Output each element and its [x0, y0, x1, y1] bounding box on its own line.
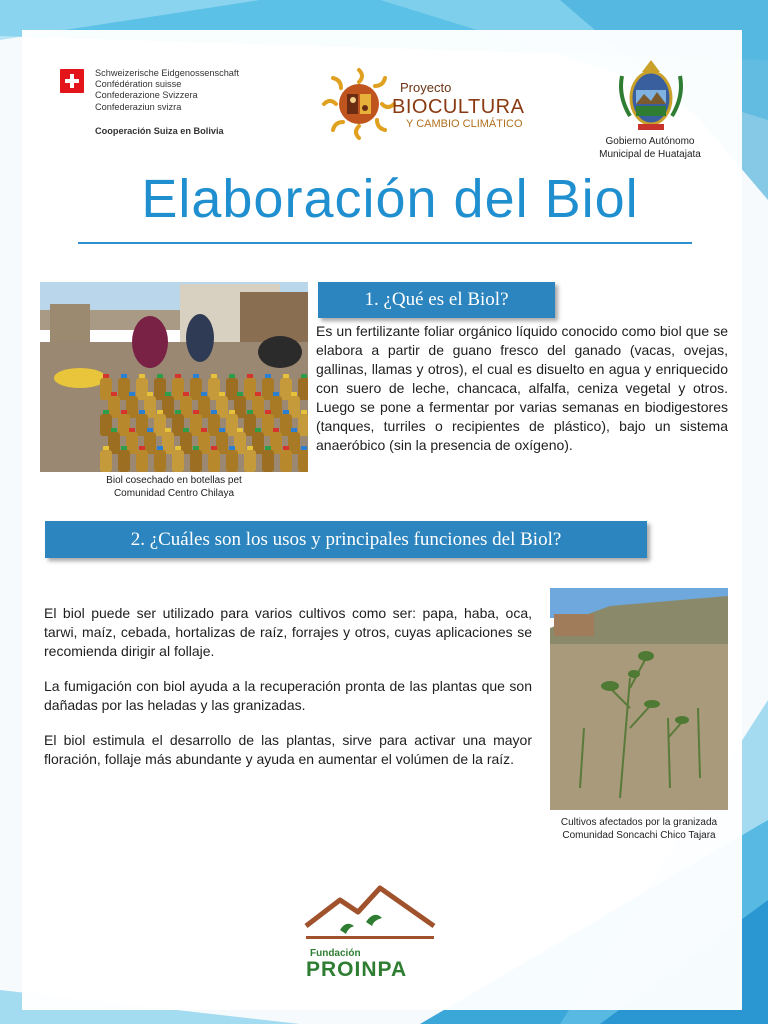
municipal-government-name: [580, 136, 720, 161]
bottle-cap: [229, 410, 235, 414]
proinpa-name: PROINPA: [306, 958, 408, 981]
sun-emblem-icon: [320, 66, 398, 142]
section2-paragraph: La fumigación con biol ayuda a la recuperación pronta de las plantas que son dañadas por las heladas y las granizadas.: [44, 678, 532, 713]
photo1-caption: [40, 474, 308, 500]
bottle-cap: [247, 410, 253, 414]
bottle-cap: [301, 446, 307, 450]
section1-heading-box: [318, 282, 555, 318]
section2-paragraph: El biol puede ser utilizado para varios cultivos como ser: papa, haba, oca, tarwi, maíz, cebada, hortalizas de raíz, forrajes y otros, cuyas aplicaciones se recomienda dirigir al follaje.: [44, 605, 532, 659]
page-title: Elaboración del Biol: [141, 169, 639, 229]
bottle-cap: [103, 374, 109, 378]
bottle-cap: [139, 446, 145, 450]
bottle-cap: [157, 446, 163, 450]
bottle-cap: [301, 374, 307, 378]
bottle-cap: [237, 392, 243, 396]
bottle: [226, 450, 238, 472]
bottle-cap: [211, 374, 217, 378]
coat-of-arms-icon: [618, 56, 684, 132]
bottle-cap: [165, 428, 171, 432]
bottle: [280, 450, 292, 472]
gam-line: Municipal de Huatajata: [599, 148, 701, 160]
bottle-cap: [157, 410, 163, 414]
section1-heading: 1. ¿Qué es el Biol?: [364, 289, 509, 310]
damaged-crops-photo: [550, 588, 728, 810]
bottle-cap: [183, 428, 189, 432]
bottle-cap: [121, 446, 127, 450]
bottle-cap: [139, 374, 145, 378]
caption-line: Comunidad Centro Chilaya: [113, 488, 235, 499]
section2-heading-box: [45, 521, 647, 558]
bottle-cap: [175, 374, 181, 378]
bottle-cap: [291, 428, 297, 432]
bottle-cap: [219, 392, 225, 396]
bottle-cap: [157, 374, 163, 378]
bottle-cap: [211, 410, 217, 414]
bottle: [136, 450, 148, 472]
bottle: [262, 450, 274, 472]
proinpa-logo: [300, 882, 440, 992]
bottle-cap: [247, 374, 253, 378]
bottle-cap: [265, 446, 271, 450]
bottle-cap: [265, 410, 271, 414]
bottle-cap: [273, 428, 279, 432]
bottle: [244, 450, 256, 472]
bottle-cap: [193, 446, 199, 450]
bottle-cap: [229, 374, 235, 378]
swiss-flag-icon: [60, 69, 84, 93]
bottle: [208, 450, 220, 472]
bottle-cap: [165, 392, 171, 396]
mountain-logo-icon: [300, 882, 440, 942]
bottle-cap: [111, 428, 117, 432]
bottle-cap: [129, 428, 135, 432]
bottle-cap: [283, 374, 289, 378]
bottle: [154, 450, 166, 472]
bottle: [190, 450, 202, 472]
bottle-cap: [283, 446, 289, 450]
bottle-cap: [111, 392, 117, 396]
caption-line: Cultivos afectados por la granizada: [560, 817, 718, 828]
bottle-cap: [255, 428, 261, 432]
bottle-cap: [193, 374, 199, 378]
bottle-cap: [175, 410, 181, 414]
biocultura-logo: [320, 66, 526, 142]
swiss-coop-label: Cooperación Suiza en Bolivia: [95, 126, 224, 136]
swiss-line: Schweizerische Eidgenossenschaft: [95, 68, 240, 78]
swiss-line: Confederaziun svizra: [95, 101, 182, 112]
bottle-cap: [147, 392, 153, 396]
bottle-cap: [229, 446, 235, 450]
bottle-cap: [219, 428, 225, 432]
bottle-cap: [273, 392, 279, 396]
bottle-cap: [139, 410, 145, 414]
biocultura-line3: Y CAMBIO CLIMÁTICO: [406, 118, 523, 130]
biocultura-line1: Proyecto: [400, 80, 452, 95]
bottle-cap: [121, 410, 127, 414]
section2-heading: 2. ¿Cuáles son los usos y principales funciones del Biol?: [130, 528, 562, 550]
bottle-cap: [129, 392, 135, 396]
swiss-confederation-names: [95, 68, 239, 113]
bottle: [100, 450, 112, 472]
bottle-cap: [291, 392, 297, 396]
biocultura-line2: BIOCULTURA: [392, 96, 525, 118]
bottle-cap: [147, 428, 153, 432]
bottle-cap: [265, 374, 271, 378]
bottle-cap: [255, 392, 261, 396]
gam-line: Gobierno Autónomo: [605, 136, 695, 147]
caption-line: Biol cosechado en botellas pet: [106, 475, 242, 486]
bottle-cap: [201, 428, 207, 432]
bottle-cap: [283, 410, 289, 414]
bottle-cap: [211, 446, 217, 450]
section2-paragraph: El biol estimula el desarrollo de las plantas, sirve para activar una mayor floración, follaje más abundante y ayuda en aumentar el volúmen de la raíz.: [44, 732, 532, 767]
caption-line: Comunidad Soncachi Chico Tajara: [562, 830, 716, 841]
bottle: [118, 450, 130, 472]
photo2-caption: [540, 816, 738, 842]
swiss-line: Confédération suisse: [95, 79, 182, 90]
section1-body: Es un fertilizante foliar orgánico líquido conocido como biol que se elabora a partir de guano fresco del ganado (vacas, ovejas, gallinas, llamas y otros), el cual es disuelto en agua y enriquecido con suero de leche, chancaca, alfalfa, ceniza vegetal y otros. Luego se pone a fermentar por varias semanas en biodigestores (tanques, turriles o recipientes de plástico), bajo un sistema anaeróbico (sin la presencia de oxígeno).: [316, 323, 728, 453]
bottle-cap: [237, 428, 243, 432]
section2-body: [44, 604, 532, 785]
proinpa-fundacion: Fundación: [310, 948, 361, 959]
bottle: [172, 450, 184, 472]
bottle-cap: [193, 410, 199, 414]
bottle: [298, 378, 308, 400]
biol-bottles-photo: [40, 282, 308, 472]
bottle-cap: [103, 410, 109, 414]
bottle: [298, 450, 308, 472]
bottle-cap: [247, 446, 253, 450]
title-divider: [78, 242, 692, 244]
bottle-cap: [201, 392, 207, 396]
bottle: [298, 414, 308, 436]
bottle-cap: [103, 446, 109, 450]
bottle-cap: [175, 446, 181, 450]
bottle-cap: [121, 374, 127, 378]
swiss-line: Confederazione Svizzera: [95, 90, 198, 101]
bottle-cap: [183, 392, 189, 396]
bottle-cap: [301, 410, 307, 414]
